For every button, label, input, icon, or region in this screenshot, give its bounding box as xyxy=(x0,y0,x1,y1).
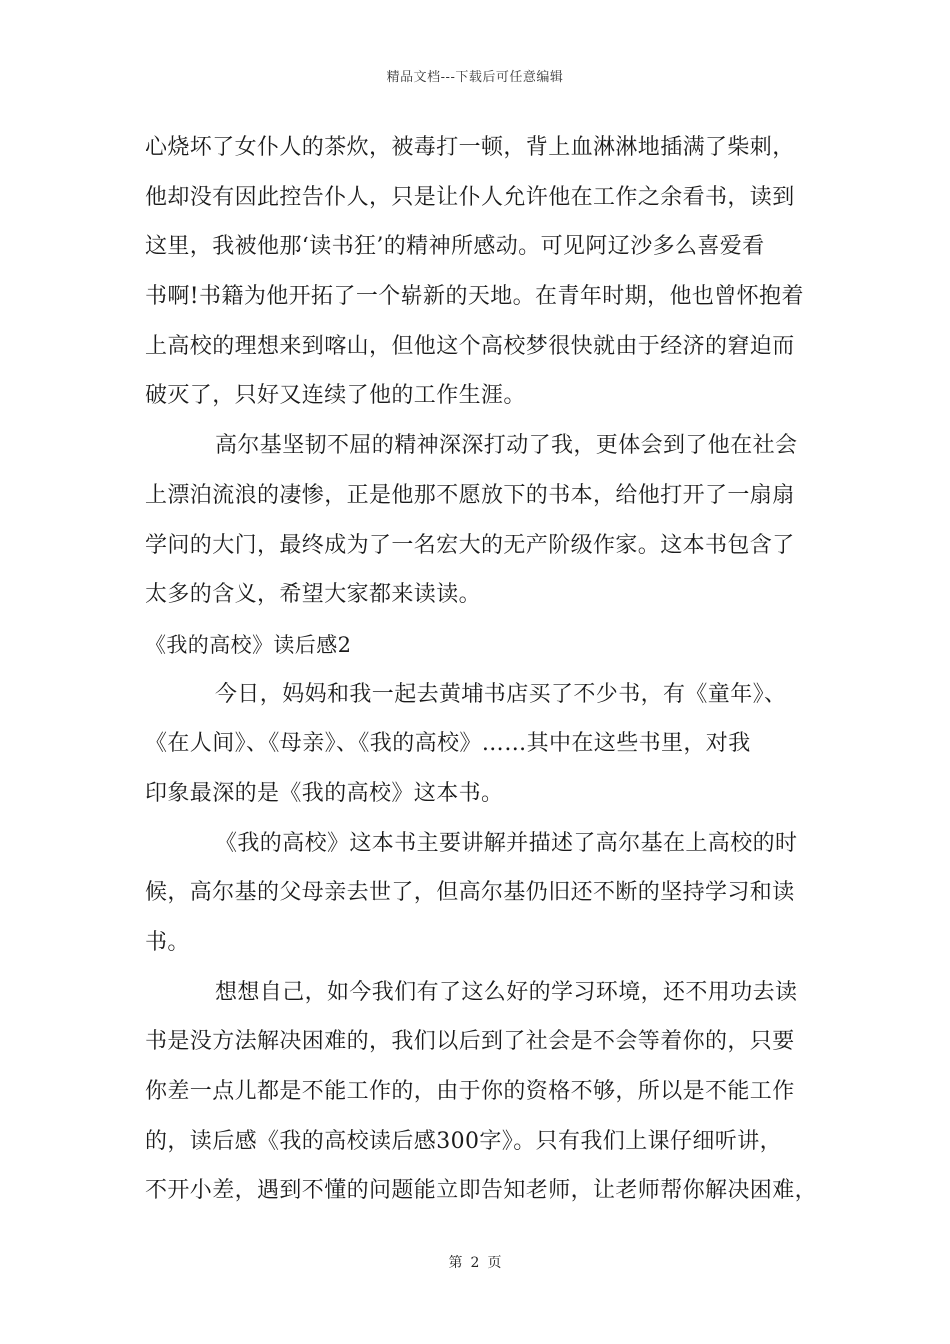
paragraph-first-line: 《我的高校》这本书主要讲解并描述了高尔基在上高校的时 xyxy=(215,830,798,856)
page-prefix: 第 xyxy=(448,1255,463,1271)
paragraph-first-line: 今日，妈妈和我一起去黄埔书店买了不少书，有《童年》、 xyxy=(215,681,787,707)
text-line: 你差一点儿都是不能工作的，由于你的资格不够，所以是不能工作 xyxy=(145,1079,795,1105)
page-footer xyxy=(0,1252,950,1272)
text-line: 破灭了，只好又连续了他的工作生涯。 xyxy=(145,383,526,409)
text-line: 太多的含义，希望大家都来读读。 xyxy=(145,582,482,608)
text-line: 《在人间》、《母亲》、《我的高校》……其中在这些书里，对我 xyxy=(145,731,751,757)
text-line: 印象最深的是《我的高校》这本书。 xyxy=(145,780,504,806)
text-line: 上高校的理想来到喀山，但他这个高校梦很快就由于经济的窘迫而 xyxy=(145,333,795,359)
text-line: 这里，我被他那‘读书狂’的精神所感动。可见阿辽沙多么喜爱看 xyxy=(145,234,765,260)
text-line: 书是没方法解决困难的，我们以后到了社会是不会等着你的，只要 xyxy=(145,1029,795,1055)
paragraph-first-line: 高尔基坚韧不屈的精神深深打动了我，更体会到了他在社会 xyxy=(215,433,798,459)
text-line: 书啊!书籍为他开拓了一个崭新的天地。在青年时期，他也曾怀抱着 xyxy=(145,284,804,310)
page-suffix: 页 xyxy=(487,1255,502,1271)
text-line: 候，高尔基的父母亲去世了，但高尔基仍旧还不断的坚持学习和读 xyxy=(145,880,795,906)
page-number: 2 xyxy=(470,1255,480,1271)
text-line: 心烧坏了女仆人的茶炊，被毒打一顿，背上血淋淋地插满了柴刺， xyxy=(145,135,795,160)
section-title: 《我的高校》读后感2 xyxy=(145,632,352,657)
text-line: 上漂泊流浪的凄惨，正是他那不愿放下的书本，给他打开了一扇扇 xyxy=(145,482,795,508)
page-header: 精品文档---下载后可任意编辑 xyxy=(386,70,564,85)
text-line: 他却没有因此控告仆人，只是让仆人允许他在工作之余看书，读到 xyxy=(145,184,795,210)
text-line: 的，读后感《我的高校读后感300字》。只有我们上课仔细听讲， xyxy=(145,1128,782,1154)
body-text xyxy=(145,128,835,1221)
text-line: 学问的大门，最终成为了一名宏大的无产阶级作家。这本书包含了 xyxy=(145,532,795,558)
paragraph-first-line: 想想自己，如今我们有了这么好的学习环境，还不用功去读 xyxy=(215,979,798,1005)
text-line: 书。 xyxy=(145,930,190,955)
text-line: 不开小差，遇到不懂的问题能立即告知老师，让老师帮你解决困难， xyxy=(145,1178,818,1204)
